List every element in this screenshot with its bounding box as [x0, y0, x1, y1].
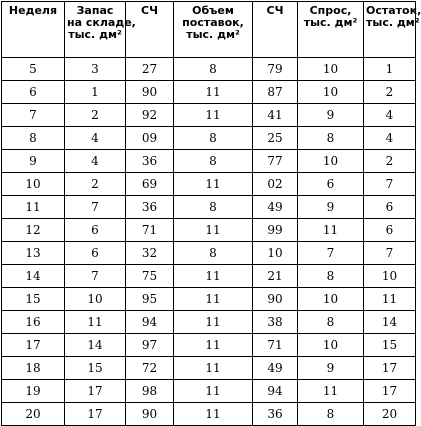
- table-row: [2, 150, 416, 173]
- table-cell: 4: [65, 150, 126, 173]
- table-cell: 10: [253, 242, 298, 265]
- table-cell: 15: [2, 288, 65, 311]
- table-cell: 17: [65, 380, 126, 403]
- table-cell: 14: [65, 334, 126, 357]
- table-cell: 11: [174, 81, 253, 104]
- table-cell: 11: [298, 219, 364, 242]
- table-cell: 6: [364, 196, 416, 219]
- table-cell: 17: [364, 357, 416, 380]
- table-cell: 10: [298, 58, 364, 81]
- table-cell: 8: [174, 196, 253, 219]
- table-cell: 11: [174, 173, 253, 196]
- table-cell: 11: [174, 311, 253, 334]
- table-cell: 02: [253, 173, 298, 196]
- table-cell: 49: [253, 196, 298, 219]
- table-cell: 5: [2, 58, 65, 81]
- table-row: [2, 334, 416, 357]
- table-cell: 32: [126, 242, 174, 265]
- table-body: [2, 58, 416, 426]
- table-cell: 14: [2, 265, 65, 288]
- table-cell: 94: [126, 311, 174, 334]
- table-cell: 11: [174, 288, 253, 311]
- table-cell: 11: [65, 311, 126, 334]
- table-cell: 21: [253, 265, 298, 288]
- table-cell: 6: [364, 219, 416, 242]
- table-cell: 2: [364, 81, 416, 104]
- column-header-line: СЧ: [141, 4, 158, 17]
- table-cell: 87: [253, 81, 298, 104]
- column-header-stock: [65, 2, 136, 58]
- table-cell: 11: [364, 288, 416, 311]
- table-cell: 7: [364, 242, 416, 265]
- table-row: [2, 357, 416, 380]
- table-cell: 94: [253, 380, 298, 403]
- table-cell: 38: [253, 311, 298, 334]
- table-cell: 4: [364, 127, 416, 150]
- table-row: [2, 380, 416, 403]
- table-cell: 4: [65, 127, 126, 150]
- table-cell: 2: [65, 104, 126, 127]
- table-cell: 99: [253, 219, 298, 242]
- table-cell: 14: [364, 311, 416, 334]
- header-row: [2, 2, 416, 58]
- table-cell: 95: [126, 288, 174, 311]
- column-header-line: на складе,: [67, 16, 136, 29]
- table-cell: 9: [298, 104, 364, 127]
- table-cell: 15: [364, 334, 416, 357]
- column-header-random-number-1: [126, 2, 174, 58]
- table-row: [2, 311, 416, 334]
- table-cell: 25: [253, 127, 298, 150]
- table-row: [2, 81, 416, 104]
- table-cell: 4: [364, 104, 416, 127]
- table-cell: 7: [298, 242, 364, 265]
- column-header-remainder: [364, 2, 421, 58]
- table-cell: 6: [65, 242, 126, 265]
- table-row: [2, 173, 416, 196]
- column-header-line: тыс. дм²: [68, 28, 122, 41]
- table-cell: 41: [253, 104, 298, 127]
- column-header-line: тыс. дм²: [303, 16, 358, 29]
- column-header-line: СЧ: [266, 4, 284, 17]
- table-cell: 90: [126, 403, 174, 426]
- table-cell: 8: [298, 127, 364, 150]
- column-header-delivery-volume: [174, 2, 253, 58]
- table-row: [2, 288, 416, 311]
- table-cell: 11: [174, 334, 253, 357]
- column-header-line: Остаток,: [366, 4, 421, 17]
- table-cell: 9: [298, 196, 364, 219]
- table-cell: 16: [2, 311, 65, 334]
- column-header-line: Неделя: [8, 4, 58, 17]
- table-cell: 6: [2, 81, 65, 104]
- table-row: [2, 104, 416, 127]
- table-cell: 13: [2, 242, 65, 265]
- table-cell: 6: [298, 173, 364, 196]
- table-cell: 8: [2, 127, 65, 150]
- column-header-random-number-2: [253, 2, 298, 58]
- table-cell: 11: [174, 380, 253, 403]
- table-cell: 7: [65, 196, 126, 219]
- table-cell: 9: [2, 150, 65, 173]
- table-cell: 8: [298, 265, 364, 288]
- table-cell: 10: [2, 173, 65, 196]
- table-cell: 27: [126, 58, 174, 81]
- table-cell: 11: [174, 265, 253, 288]
- column-header-demand: [298, 2, 364, 58]
- table-cell: 11: [174, 403, 253, 426]
- table-cell: 11: [174, 357, 253, 380]
- table-cell: 71: [126, 219, 174, 242]
- table-cell: 11: [298, 380, 364, 403]
- table-cell: 10: [298, 150, 364, 173]
- table-cell: 3: [65, 58, 126, 81]
- table-cell: 11: [174, 104, 253, 127]
- table-cell: 2: [364, 150, 416, 173]
- table-cell: 8: [174, 150, 253, 173]
- table-cell: 49: [253, 357, 298, 380]
- table-cell: 11: [2, 196, 65, 219]
- table-cell: 8: [174, 127, 253, 150]
- table-cell: 6: [65, 219, 126, 242]
- column-header-line: поставок,: [182, 16, 244, 29]
- table-cell: 10: [364, 265, 416, 288]
- table-cell: 69: [126, 173, 174, 196]
- table-cell: 98: [126, 380, 174, 403]
- table-cell: 7: [65, 265, 126, 288]
- table-row: [2, 127, 416, 150]
- table-row: [2, 196, 416, 219]
- table-cell: 75: [126, 265, 174, 288]
- table-cell: 8: [298, 311, 364, 334]
- table-cell: 97: [126, 334, 174, 357]
- table-cell: 19: [2, 380, 65, 403]
- simulation-table: [1, 1, 421, 426]
- table-cell: 11: [174, 219, 253, 242]
- table-cell: 72: [126, 357, 174, 380]
- table-cell: 8: [174, 58, 253, 81]
- table-row: [2, 403, 416, 426]
- table-row: [2, 242, 416, 265]
- table-cell: 10: [65, 288, 126, 311]
- table-cell: 7: [2, 104, 65, 127]
- table-cell: 7: [364, 173, 416, 196]
- table-cell: 79: [253, 58, 298, 81]
- column-header-line: Запас: [76, 4, 114, 17]
- table-cell: 71: [253, 334, 298, 357]
- table-row: [2, 58, 416, 81]
- table-cell: 10: [298, 81, 364, 104]
- table-cell: 1: [65, 81, 126, 104]
- table-cell: 36: [126, 196, 174, 219]
- column-header-week: [2, 2, 65, 58]
- table-cell: 17: [65, 403, 126, 426]
- table-cell: 20: [364, 403, 416, 426]
- table-cell: 1: [364, 58, 416, 81]
- table-cell: 36: [253, 403, 298, 426]
- table-cell: 90: [253, 288, 298, 311]
- table-cell: 09: [126, 127, 174, 150]
- table-cell: 36: [126, 150, 174, 173]
- table-cell: 20: [2, 403, 65, 426]
- table-cell: 17: [364, 380, 416, 403]
- table-cell: 18: [2, 357, 65, 380]
- table-cell: 92: [126, 104, 174, 127]
- table-row: [2, 265, 416, 288]
- table-cell: 8: [298, 403, 364, 426]
- column-header-line: Объем: [192, 4, 234, 17]
- table-cell: 90: [126, 81, 174, 104]
- table-cell: 15: [65, 357, 126, 380]
- column-header-line: тыс. дм²: [186, 28, 240, 41]
- table-cell: 10: [298, 334, 364, 357]
- table-row: [2, 219, 416, 242]
- table-cell: 12: [2, 219, 65, 242]
- table-cell: 8: [174, 242, 253, 265]
- table-cell: 2: [65, 173, 126, 196]
- table-cell: 77: [253, 150, 298, 173]
- column-header-line: тыс. дм²: [366, 16, 420, 29]
- table-cell: 9: [298, 357, 364, 380]
- column-header-line: Спрос,: [309, 4, 352, 17]
- table-cell: 10: [298, 288, 364, 311]
- table-cell: 17: [2, 334, 65, 357]
